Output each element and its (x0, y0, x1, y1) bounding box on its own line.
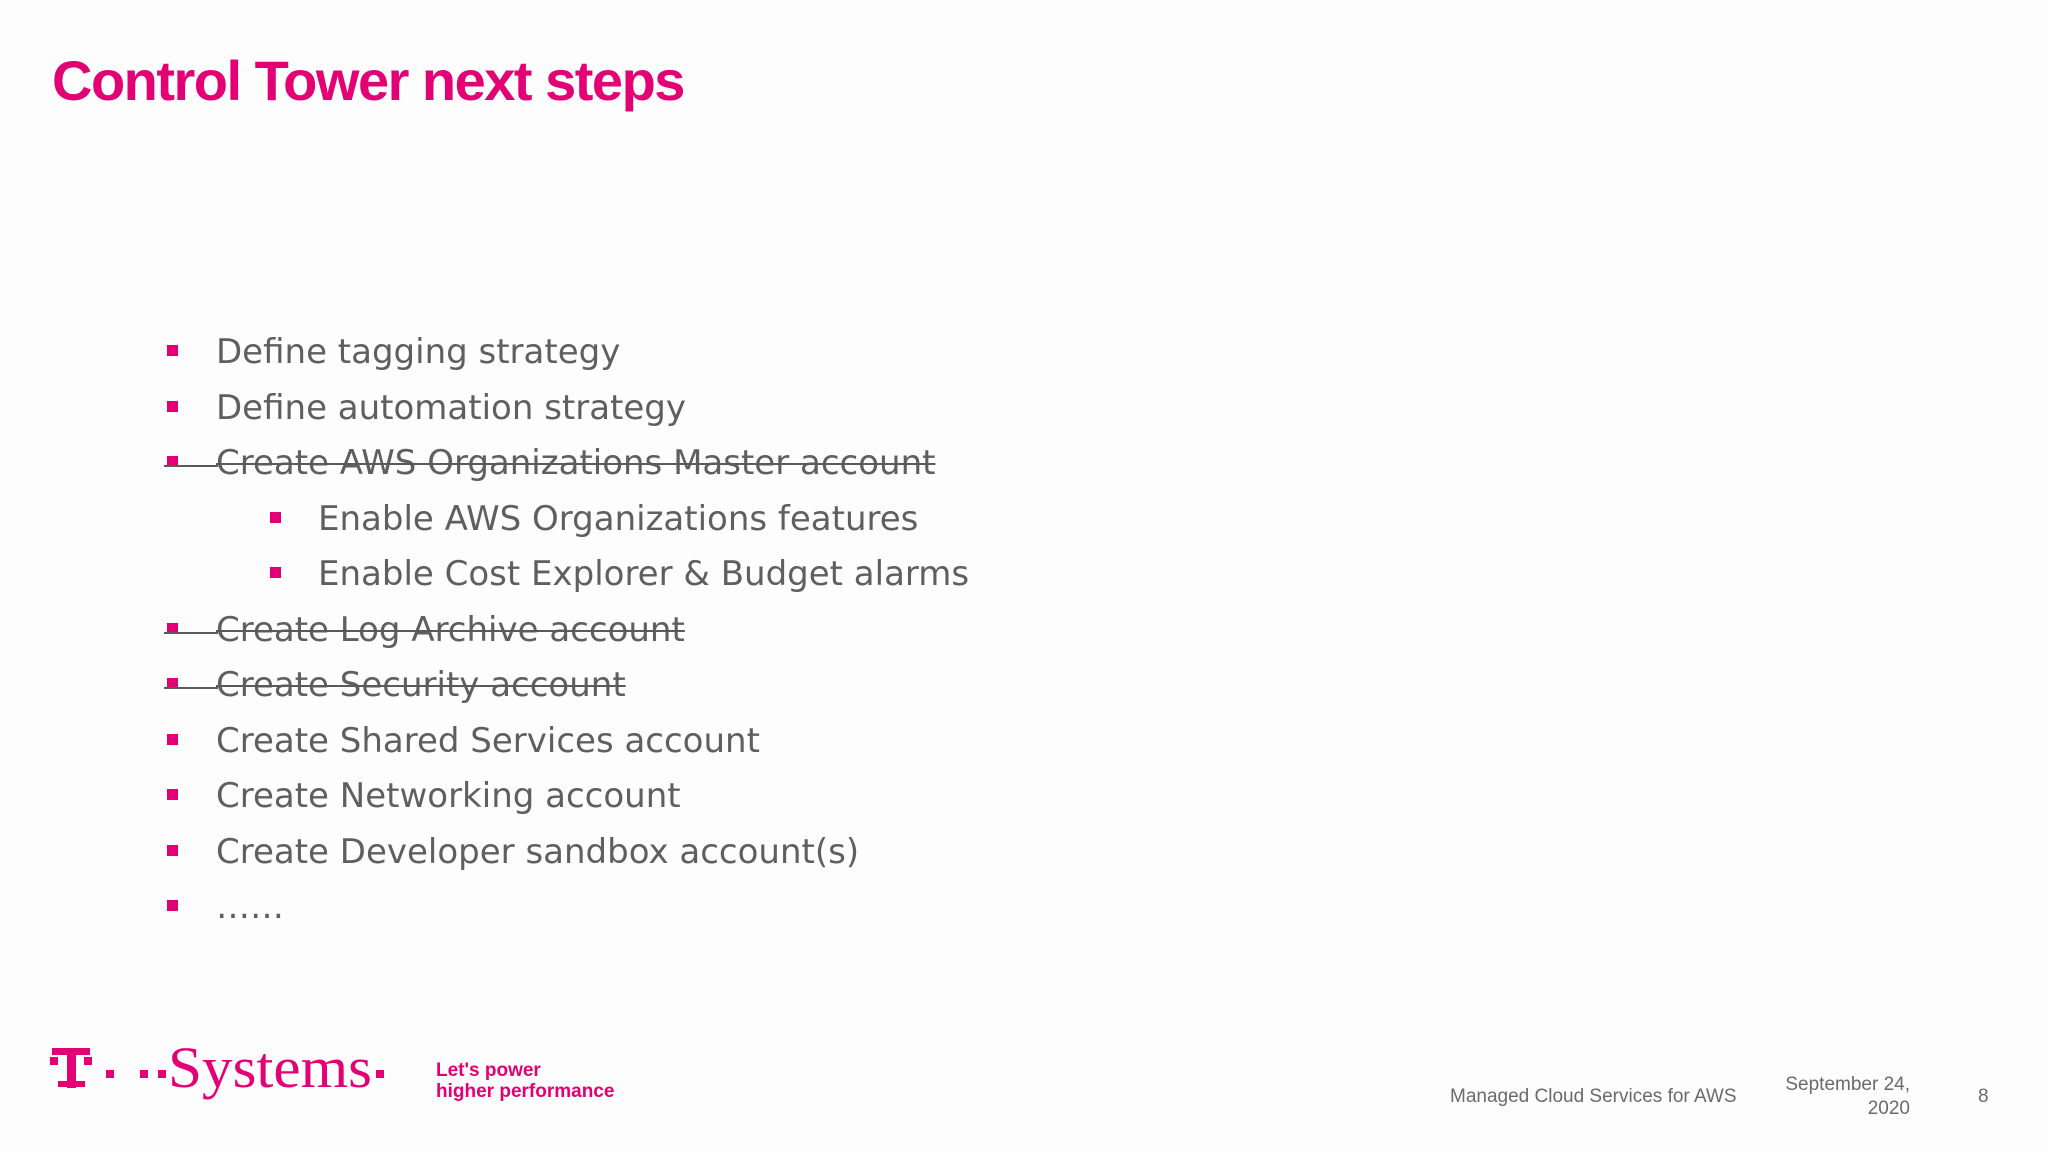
t-systems-logo-mark (50, 1040, 390, 1110)
bullet-text: Define automation strategy (216, 387, 687, 428)
bullet-square-icon (270, 512, 281, 523)
page-number: 8 (1978, 1086, 1989, 1107)
bullet-square-icon (167, 401, 178, 412)
strikethrough-line (164, 687, 218, 689)
bullet-square-icon (270, 567, 281, 578)
footer-date-line-1: September 24, (1785, 1074, 1910, 1095)
bullet-square-icon (167, 900, 178, 911)
footer-product: Managed Cloud Services for AWS (1450, 1086, 1737, 1107)
bullet-square-icon (167, 789, 178, 800)
bullet-text: …… (216, 887, 284, 927)
bullet-text: Enable AWS Organizations features (318, 498, 919, 539)
bullet-square-icon (167, 845, 178, 856)
bullet-square-icon (167, 734, 178, 745)
tagline-line-1: Let's power (436, 1060, 541, 1081)
tagline-line-2: higher performance (436, 1081, 615, 1102)
strikethrough-line (164, 632, 218, 634)
t-systems-logo (50, 1040, 390, 1110)
slide-title: Control Tower next steps (52, 49, 684, 112)
bullet-text: Create Networking account (216, 776, 681, 816)
bullet-text: Create AWS Organizations Master account (216, 443, 936, 483)
footer-date-line-2: 2020 (1867, 1098, 1910, 1119)
bullet-text: Create Log Archive account (216, 609, 685, 650)
bullet-text: Define tagging strategy (216, 332, 621, 372)
bullet-text: Enable Cost Explorer & Budget alarms (318, 554, 970, 594)
svg-text:Systems: Systems (168, 1040, 372, 1100)
bullet-text: Create Shared Services account (216, 720, 760, 761)
footer-date (1785, 1073, 1910, 1121)
bullet-text: Create Security account (216, 665, 626, 705)
tagline (436, 1060, 614, 1102)
bullet-text: Create Developer sandbox account(s) (216, 831, 860, 872)
strikethrough-line (164, 465, 218, 467)
bullet-square-icon (167, 345, 178, 356)
